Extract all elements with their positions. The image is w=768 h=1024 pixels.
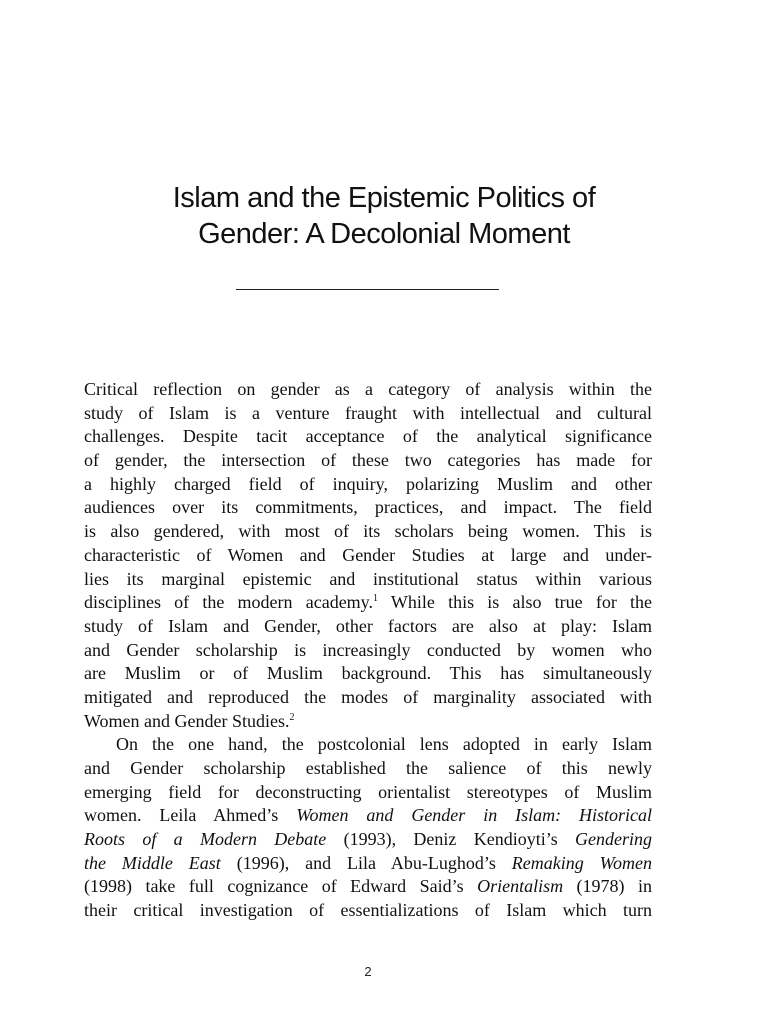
- text-line: [84, 852, 652, 876]
- book-title: Gendering: [575, 829, 653, 850]
- text-line: and Gender scholarship is increasingly conducted by women who: [84, 639, 652, 660]
- text-line: are Muslim or of Muslim background. This has simultaneously: [84, 663, 652, 684]
- text-run: (1998) take full cognizance of Edward Said’s: [84, 876, 478, 897]
- text-line: Critical reflection on gender as a category of analysis within the: [84, 379, 652, 399]
- page-number: 2: [364, 964, 372, 979]
- text-line-with-footnote: [84, 710, 652, 734]
- title-divider: [236, 289, 499, 290]
- text-line: [84, 804, 652, 828]
- paragraph-1: [84, 378, 652, 733]
- chapter-body: [84, 378, 652, 923]
- paragraph-2: [84, 733, 652, 923]
- text-line: challenges. Despite tacit acceptance of the analytical significance: [84, 426, 652, 447]
- text-line: audiences over its commitments, practices, and impact. The field: [84, 497, 652, 518]
- text-line: characteristic of Women and Gender Studies at large and under-: [84, 544, 652, 565]
- text-run: (1996), and Lila Abu-Lughod’s: [220, 852, 512, 873]
- text-run: (1993), Deniz Kendioyti’s: [326, 829, 576, 850]
- text-line: and Gender scholarship established the salience of this newly: [84, 758, 652, 778]
- text-line: mitigated and reproduced the modes of marginality associated with: [84, 686, 652, 707]
- chapter-title-line-2: Gender: A Decolonial Moment: [198, 218, 570, 250]
- text-line: of gender, the intersection of these two categories has made for: [84, 450, 652, 471]
- text-run: women. Leila Ahmed’s: [84, 805, 297, 826]
- text-run: While this is also true for the: [378, 592, 652, 613]
- text-line: study of Islam and Gender, other factors are also at play: Islam: [84, 615, 652, 636]
- text-line: their critical investigation of essentializations of Islam which turn: [84, 900, 652, 921]
- text-run: Women and Gender Studies.: [84, 710, 290, 731]
- book-title: Women and Gender in Islam: Historical: [296, 805, 653, 826]
- text-run: disciplines of the modern academy.: [84, 592, 374, 613]
- text-line: lies its marginal epistemic and institutional status within various: [84, 568, 652, 589]
- text-line: [84, 875, 652, 899]
- text-run: (1978) in: [563, 876, 652, 897]
- book-title: Orientalism: [477, 876, 564, 897]
- text-line: is also gendered, with most of its scholars being women. This is: [84, 521, 652, 542]
- chapter-title-line-1: Islam and the Epistemic Politics of: [172, 182, 596, 214]
- chapter-title: [0, 180, 768, 252]
- book-title: Roots of a Modern Debate: [84, 829, 327, 850]
- text-line: On the one hand, the postcolonial lens adopted in early Islam: [116, 734, 652, 755]
- footnote-ref-2[interactable]: 2: [289, 711, 295, 723]
- book-title: the Middle East: [84, 852, 221, 873]
- text-line: [84, 828, 652, 852]
- footnote-ref-1[interactable]: 1: [373, 593, 379, 605]
- book-title: Remaking Women: [511, 852, 653, 873]
- text-line-with-footnote: [84, 591, 652, 615]
- text-line: study of Islam is a venture fraught with intellectual and cultural: [84, 402, 652, 423]
- text-line: a highly charged field of inquiry, polarizing Muslim and other: [84, 473, 652, 494]
- text-line: emerging field for deconstructing orientalist stereotypes of Muslim: [84, 781, 652, 802]
